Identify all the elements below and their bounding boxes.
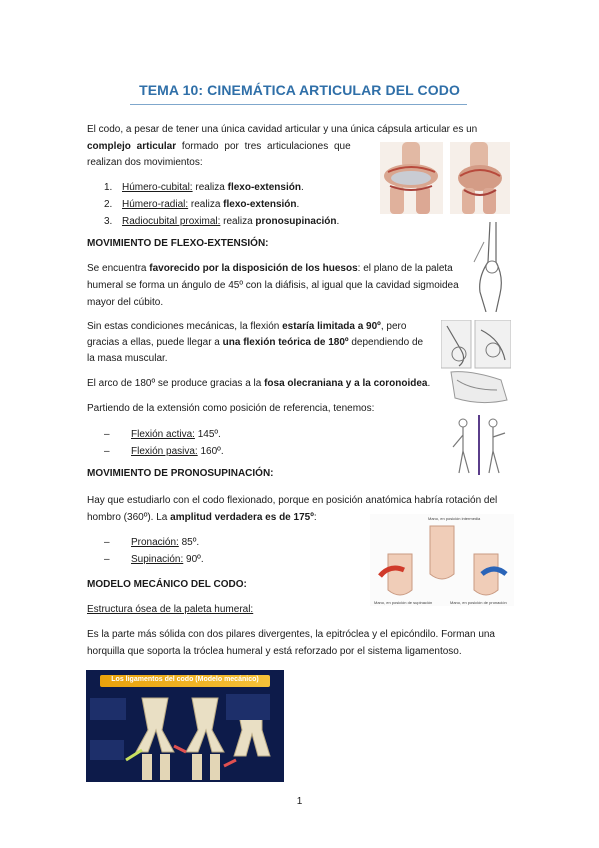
- model-heading: MODELO MECÁNICO DEL CODO:: [87, 579, 247, 590]
- flexo-p3: El arco de 180º se produce gracias a la fosa olecraniana y a la coronoidea.: [87, 378, 431, 389]
- list-item: – Flexión activa: 145º.: [104, 429, 221, 440]
- articulations-list: [104, 179, 404, 230]
- flexo-p2-line-2: gracias a ellas, puede llegar a una flexión teórica de 180º dependiendo de: [87, 337, 424, 348]
- pronosupination-figure: [370, 514, 514, 606]
- flexion-list: [104, 426, 224, 460]
- elbow-sketch-image-1: [470, 222, 510, 312]
- page-number: 1: [296, 796, 303, 807]
- flexo-p1-line-3: mayor del cúbito.: [87, 297, 164, 308]
- elbow-sketch-image-3: [449, 415, 511, 475]
- model-line-1: Es la parte más sólida con dos pilares divergentes, la epitróclea y el epicóndilo. Forman una: [87, 629, 495, 640]
- flexo-p2-line-3: la masa muscular.: [87, 353, 168, 364]
- elbow-joint-image-left: [380, 142, 443, 214]
- figure-label-right: Mano, en posición de pronación: [450, 600, 507, 605]
- intro-line-1: El codo, a pesar de tener una única cavidad articular y una única cápsula articular es un: [87, 124, 478, 135]
- prono-list: [104, 534, 204, 568]
- figure-label-left: Mano, en posición de supinación: [374, 600, 433, 605]
- title-underline: [130, 104, 467, 105]
- elbow-sketch-image-2: [441, 320, 511, 410]
- figure-label-top: Mano, en posición intermedia: [428, 516, 481, 521]
- prono-line-1: Hay que estudiarlo con el codo flexionado, porque en posición anatómica habría rotación del: [87, 495, 498, 506]
- elbow-joint-image-right: [450, 142, 510, 214]
- list-item: – Supinación: 90º.: [104, 554, 204, 565]
- flexo-p1-line-2: humeral se forma un ángulo de 45º con la diáfisis, al igual que la cavidad sigmoidea: [87, 280, 459, 291]
- intro-line-2: complejo articular formado por tres articulaciones que: [87, 141, 351, 152]
- prono-line-2: hombro (360º). La amplitud verdadera es de 175º:: [87, 512, 317, 523]
- flexo-heading: MOVIMIENTO DE FLEXO-EXTENSIÓN:: [87, 238, 269, 249]
- model-subheading: Estructura ósea de la paleta humeral:: [87, 604, 254, 615]
- flexo-p1-line-1: Se encuentra favorecido por la disposición de los huesos: el plano de la paleta: [87, 263, 453, 274]
- list-item: – Pronación: 85º.: [104, 537, 200, 548]
- intro-line-3: realizan dos movimientos:: [87, 157, 203, 168]
- list-item: 3. Radiocubital proximal: realiza pronosupinación.: [104, 216, 340, 227]
- figure-title: Los ligamentos del codo (Modelo mecánico): [111, 676, 259, 683]
- flexo-p2-line-1: Sin estas condiciones mecánicas, la flexión estaría limitada a 90º, pero: [87, 321, 407, 332]
- list-item: 1. Húmero-cubital: realiza flexo-extensión.: [104, 182, 304, 193]
- list-item: 2. Húmero-radial: realiza flexo-extensión.: [104, 199, 300, 210]
- model-line-2: horquilla que soporta la tróclea humeral y está reforzado por el sistema ligamentoso.: [87, 646, 462, 657]
- list-item: – Flexión pasiva: 160º.: [104, 446, 224, 457]
- page-title: TEMA 10: CINEMÁTICA ARTICULAR DEL CODO: [139, 82, 460, 98]
- flexo-p4: Partiendo de la extensión como posición de referencia, tenemos:: [87, 403, 375, 414]
- ligaments-figure: [86, 670, 284, 782]
- prono-heading: MOVIMIENTO DE PRONOSUPINACIÓN:: [87, 468, 274, 479]
